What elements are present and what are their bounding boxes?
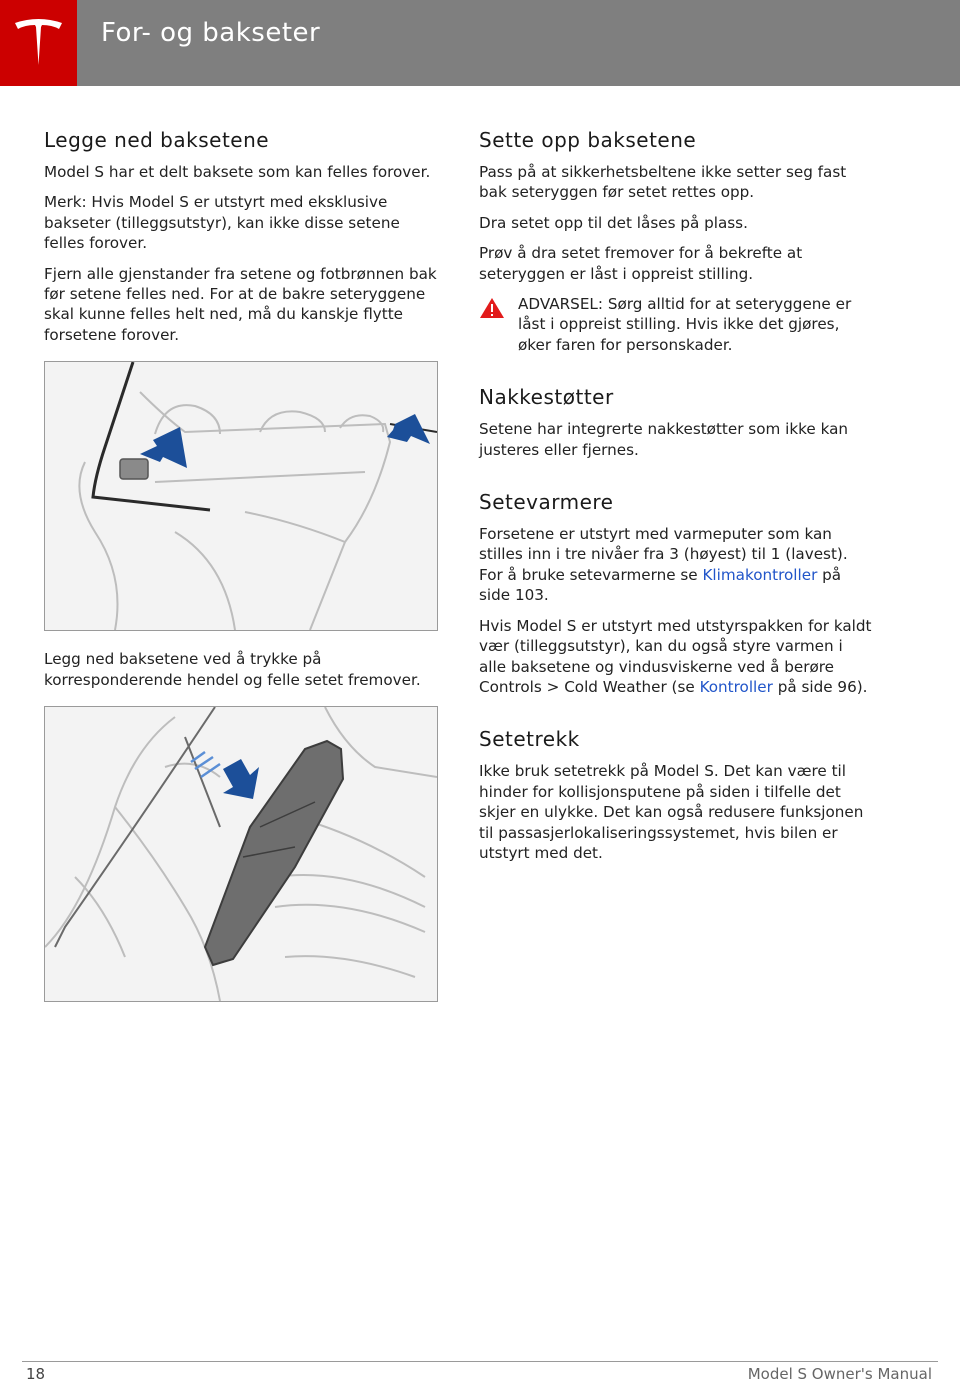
figure-seat-folding bbox=[44, 706, 438, 1002]
controls-link[interactable]: Kontroller bbox=[699, 677, 773, 696]
paragraph: Model S har et delt baksete som kan felles forover. bbox=[44, 163, 431, 181]
warning-text: ADVARSEL: Sørg alltid for at seteryggene er låst i oppreist stilling. Hvis ikke det gjøres, øker faren for personskader. bbox=[518, 295, 852, 354]
footer-divider bbox=[22, 1361, 938, 1362]
paragraph: Prøv å dra setet fremover for å bekrefte at seteryggen er låst i oppreist stilling. bbox=[479, 244, 803, 283]
section-heading-seat-heaters: Setevarmere bbox=[479, 490, 614, 515]
paragraph: Fjern alle gjenstander fra setene og fotbrønnen bak før setene felles ned. For at de bakre seteryggene skal kunne felles helt ned, må du kanskje flytte forsetene forover. bbox=[44, 264, 437, 344]
section-heading-seat-covers: Setetrekk bbox=[479, 727, 580, 752]
warning-icon bbox=[479, 297, 505, 319]
footer-title: Model S Owner's Manual bbox=[747, 1365, 932, 1383]
right-column bbox=[479, 128, 873, 873]
paragraph: Ikke bruk setetrekk på Model S. Det kan være til hinder for kollisjonsputene på siden i tilfelle det skjer en ulykke. Det kan også redusere funksjonen til passasjerlokaliseringssystemet, hvis bilen er utstyrt med det. bbox=[479, 762, 864, 862]
text-segment: Forsetene er utstyrt med varmeputer som kan stilles inn i tre nivåer fra 3 (høyest) til 1 (lavest). For å bruke setevarmerne se bbox=[479, 525, 848, 584]
paragraph bbox=[479, 524, 873, 606]
section-heading-headrests: Nakkestøtter bbox=[479, 385, 614, 410]
figure-seat-release-levers bbox=[44, 361, 438, 631]
page-title: For- og bakseter bbox=[101, 18, 321, 48]
page-header bbox=[0, 0, 960, 86]
left-column bbox=[44, 128, 438, 1020]
text-segment: på side 96). bbox=[777, 677, 868, 696]
note-paragraph: Merk: Hvis Model S er utstyrt med eksklusive bakseter (tilleggsutstyr), kan ikke disse setene felles forover. bbox=[44, 193, 400, 253]
warning-block bbox=[479, 294, 873, 355]
paragraph: Dra setet opp til det låses på plass. bbox=[479, 213, 748, 232]
section-heading-fold-down: Legge ned baksetene bbox=[44, 128, 270, 152]
page-number: 18 bbox=[26, 1365, 46, 1383]
paragraph: Legg ned baksetene ved å trykke på korresponderende hendel og felle setet fremover. bbox=[44, 650, 421, 689]
paragraph: Pass på at sikkerhetsbeltene ikke setter seg fast bak seteryggen før setet rettes opp. bbox=[479, 163, 847, 202]
section-heading-raise-seats: Sette opp baksetene bbox=[479, 128, 697, 152]
text-segment: på side 103. bbox=[479, 565, 842, 605]
tesla-logo-icon bbox=[12, 17, 65, 69]
text-segment: Hvis Model S er utstyrt med utstyrspakken for kaldt vær (tilleggsutstyr), kan du også styre varmen i alle baksetene og vindusviskerne ved å berøre Controls > Cold Weather (se bbox=[479, 616, 872, 696]
brand-logo bbox=[0, 0, 77, 86]
paragraph: Setene har integrerte nakkestøtter som ikke kan justeres eller fjernes. bbox=[479, 420, 849, 459]
climate-controls-link[interactable]: Klimakontroller bbox=[702, 565, 818, 584]
paragraph bbox=[479, 616, 873, 698]
